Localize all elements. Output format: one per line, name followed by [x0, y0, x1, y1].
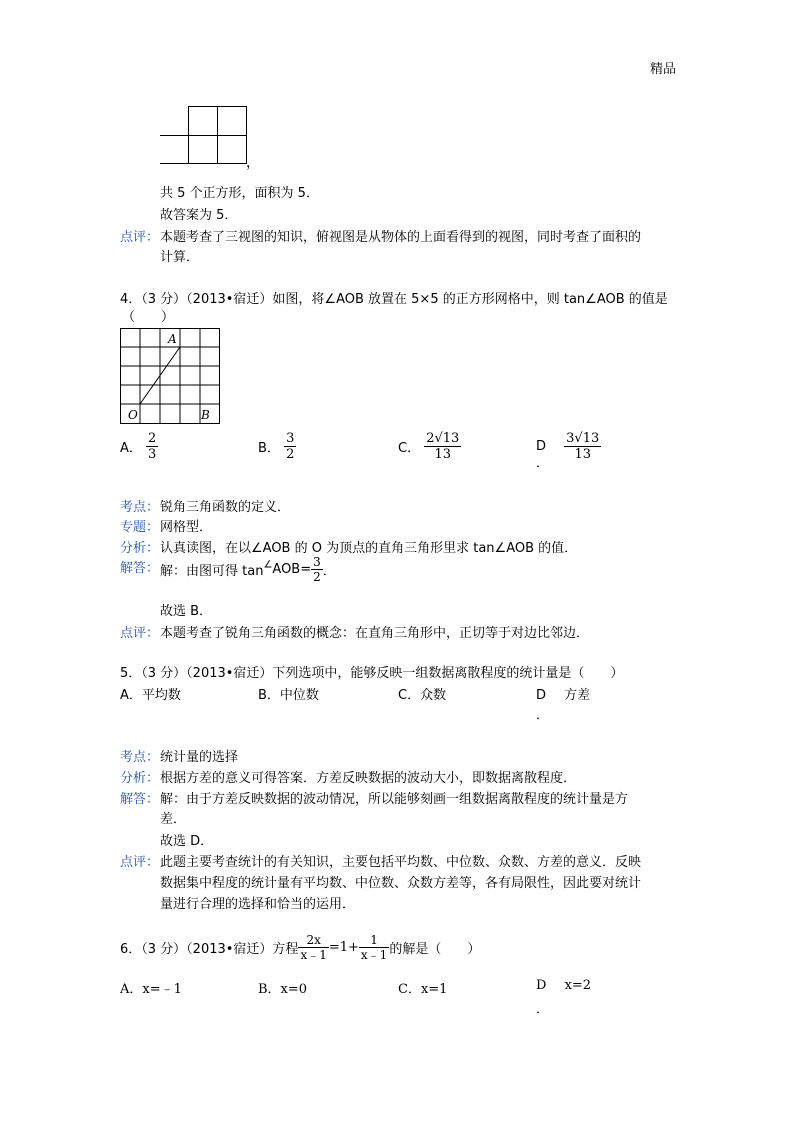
q5-dianping-line3: 量进行合理的选择和恰当的运用． [160, 897, 356, 912]
q4-kaodian-text: 锐角三角函数的定义． [160, 500, 291, 515]
angle-symbol: ∠ [263, 559, 273, 571]
option-text: 方差 [564, 688, 591, 703]
q5-option-d-dot: ． [536, 708, 550, 723]
fraction-denominator: 13 [434, 447, 452, 462]
q6-stem-prefix: 6．（3 分）（2013•宿迁）方程 [120, 942, 299, 957]
fraction-numerator: 3√13 [566, 431, 600, 446]
option-letter: D [536, 439, 547, 454]
q5-jieda-line2: 差． [160, 812, 187, 827]
q6-fraction-left [298, 934, 328, 961]
fraction-numerator: 3 [313, 555, 321, 569]
q4-kaodian-label: 考点： [120, 500, 160, 515]
q3-dianping-line1: 本题考查了三视图的知识，俯视图是从物体的上面看得到的视图，同时考查了面积的 [160, 230, 642, 245]
header-mark: 精品 [650, 62, 677, 77]
q4-option-a[interactable] [120, 432, 158, 461]
point-o-label: O [128, 408, 138, 422]
fraction-denominator: 2 [313, 570, 321, 584]
q6-stem-suffix: 的解是（ ） [389, 942, 481, 957]
fraction-denominator: 3 [148, 447, 157, 462]
jieda-end: ． [322, 564, 336, 579]
q4-zhuanti-text: 网格型． [160, 520, 213, 535]
option-c-fraction [424, 432, 461, 461]
q4-fenxi-text: 认真读图，在以∠AOB 的 O 为顶点的直角三角形里求 tan∠AOB 的值． [160, 541, 578, 556]
option-letter: D [536, 978, 547, 993]
fraction-denominator: 13 [574, 447, 591, 462]
q4-dianping-text: 本题考查了锐角三角函数的概念：在直角三角形中，正切等于对边比邻边． [160, 626, 590, 641]
q6-option-b[interactable]: B．x=0 [258, 982, 308, 997]
q4-dianping-label: 点评： [120, 626, 160, 641]
q6-option-d[interactable] [536, 978, 591, 993]
fraction-denominator: x﹣1 [360, 948, 388, 962]
q6-option-c[interactable]: C．x=1 [398, 982, 448, 997]
q5-jieda-label: 解答： [120, 792, 160, 807]
jieda-mid: AOB= [272, 562, 312, 577]
fraction-denominator: x﹣1 [300, 948, 327, 962]
jieda-fraction [311, 556, 323, 583]
q5-option-d[interactable] [536, 684, 590, 703]
q3-dianping-label: 点评： [120, 230, 160, 245]
option-d-fraction [564, 432, 601, 461]
q3-area-line: 共 5 个正方形，面积为 5． [160, 186, 319, 201]
option-letter: C． [398, 441, 421, 456]
q4-option-b[interactable] [258, 432, 296, 461]
q6-option-d-dot: ． [536, 1002, 550, 1017]
q5-jieda-line1: 解：由于方差反映数据的波动情况，所以能够刻画一组数据离散程度的统计量是方 [160, 792, 629, 807]
q5-dianping-line1: 此题主要考查统计的有关知识，主要包括平均数、中位数、众数、方差的意义．反映 [160, 855, 642, 870]
q5-dianping-line2: 数据集中程度的统计量有平均数、中位数、众数方差等，各有局限性，因此要对统计 [160, 876, 642, 891]
q4-zhuanti-label: 专题： [120, 520, 160, 535]
q5-fenxi-label: 分析： [120, 771, 160, 786]
option-a-fraction [146, 432, 158, 461]
q4-jieda-line [160, 556, 336, 583]
q3-answer-line: 故答案为 5． [160, 208, 238, 223]
figure-comma: ， [246, 155, 260, 171]
q6-stem [120, 934, 480, 961]
q5-xuan: 故选 D． [160, 834, 214, 849]
q4-xuan: 故选 B． [160, 604, 213, 619]
q5-option-b[interactable]: B．中位数 [258, 688, 319, 703]
option-letter: A． [120, 441, 142, 456]
q5-kaodian-text: 统计量的选择 [160, 750, 239, 765]
q6-equals: =1+ [328, 940, 359, 955]
fraction-numerator: 2√13 [426, 431, 460, 446]
q5-option-a[interactable]: A．平均数 [120, 688, 181, 703]
q5-kaodian-label: 考点： [120, 750, 160, 765]
top-view-figure [158, 106, 250, 166]
fraction-denominator: 2 [286, 447, 295, 462]
q3-dianping-line2: 计算． [160, 250, 200, 265]
fraction-numerator: 2x [298, 934, 328, 948]
q4-stem-line2: （ ） [122, 310, 175, 325]
q4-fenxi-label: 分析： [120, 541, 160, 556]
q6-option-a[interactable]: A．x=﹣1 [120, 982, 182, 997]
q4-jieda-label: 解答： [120, 561, 160, 576]
q4-option-d-dot: ． [536, 456, 550, 471]
point-a-label: A [168, 332, 177, 346]
option-text: x=2 [564, 978, 592, 993]
q4-stem-line1: 4．（3 分）（2013•宿迁）如图，将∠AOB 放置在 5×5 的正方形网格中，则 tan∠AOB 的值是 [120, 292, 668, 307]
q6-fraction-right [359, 934, 389, 961]
jieda-prefix: 解：由图可得 tan [160, 564, 264, 579]
option-b-fraction [284, 432, 296, 461]
q5-dianping-label: 点评： [120, 855, 160, 870]
grid-angle-figure [120, 328, 222, 426]
q5-option-c[interactable]: C．众数 [398, 688, 447, 703]
q4-option-c[interactable] [398, 432, 461, 461]
fraction-numerator: 3 [286, 431, 295, 446]
fraction-numerator: 1 [359, 934, 389, 948]
q5-fenxi-text: 根据方差的意义可得答案．方差反映数据的波动大小，即数据离散程度． [160, 771, 577, 786]
q5-stem: 5．（3 分）（2013•宿迁）下列选项中，能够反映一组数据离散程度的统计量是（ ） [120, 666, 624, 681]
point-b-label: B [201, 408, 210, 422]
fraction-numerator: 2 [148, 431, 157, 446]
option-letter: D [536, 688, 547, 703]
option-letter: B． [258, 441, 280, 456]
